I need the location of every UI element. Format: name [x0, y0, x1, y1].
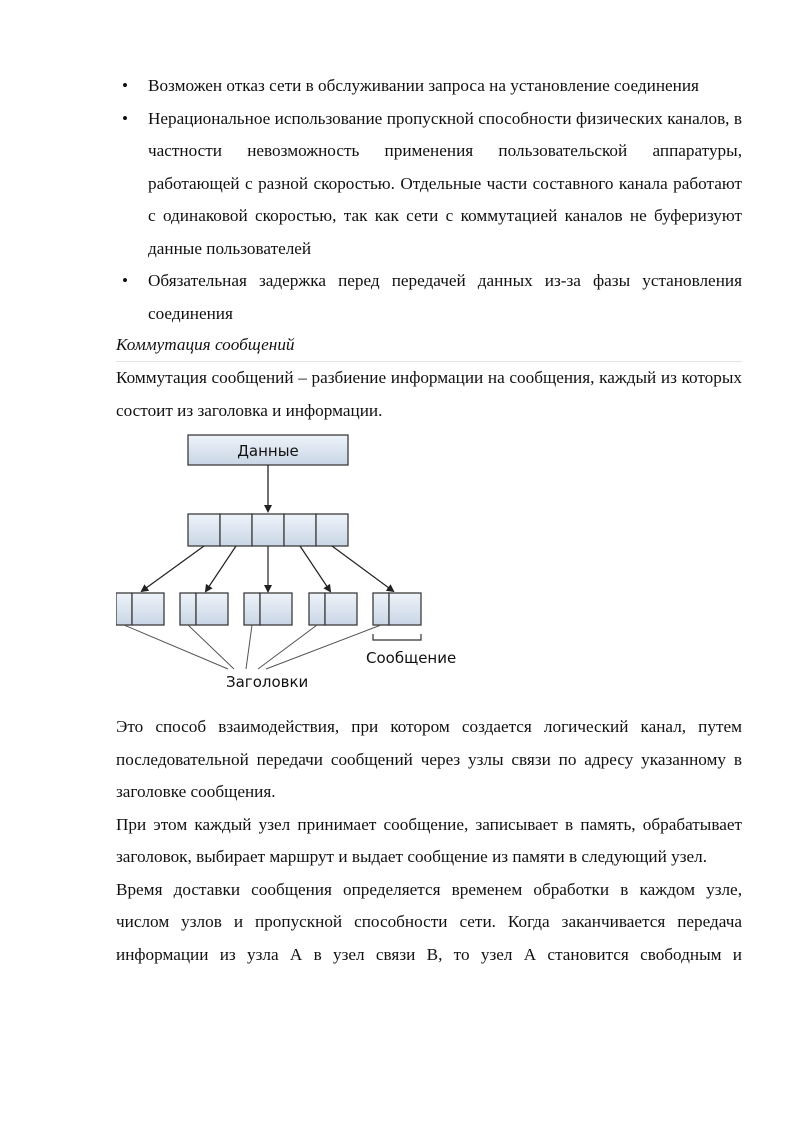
message-packet: [180, 593, 228, 625]
paragraph: При этом каждый узел принимает сообщение, записывает в память, обрабатывает заголовок, выбирает маршрут и выдает сообщение из памяти в следующий узел.: [116, 814, 742, 866]
document-page: [116, 70, 742, 971]
message-header: [116, 593, 132, 625]
message-switching-diagram: [116, 431, 742, 711]
message-body: [260, 593, 292, 625]
message-arrow: [206, 546, 236, 591]
header-pointer: [124, 625, 228, 669]
message-label: Сообщение: [366, 649, 457, 667]
message-body: [132, 593, 164, 625]
message-header: [373, 593, 389, 625]
message-packet: [373, 593, 421, 625]
header-pointer-lines: [124, 625, 381, 669]
message-packets: [116, 593, 421, 625]
bullet-text: Обязательная задержка перед передачей данных из-за фазы установления соединения: [148, 271, 742, 323]
message-packet: [244, 593, 292, 625]
bullet-icon: •: [122, 76, 129, 95]
message-arrows: [142, 546, 393, 591]
header-pointer: [246, 625, 252, 669]
bullet-item: [116, 103, 742, 266]
segment-cell: [284, 514, 316, 546]
bullet-item: [116, 265, 742, 330]
headers-label: Заголовки: [226, 673, 309, 691]
data-box-label: Данные: [237, 442, 299, 460]
message-header: [244, 593, 260, 625]
message-body: [196, 593, 228, 625]
section-heading: Коммутация сообщений: [116, 330, 742, 362]
bullet-list: [116, 70, 742, 330]
header-pointer: [258, 625, 317, 669]
message-packet: [116, 593, 164, 625]
message-arrow: [332, 546, 393, 591]
segment-cell: [220, 514, 252, 546]
header-pointer: [188, 625, 234, 669]
message-arrow: [142, 546, 204, 591]
bullet-item: [116, 70, 742, 103]
bullet-icon: •: [122, 108, 129, 128]
segment-row: [188, 514, 348, 546]
paragraph: Время доставки сообщения определяется временем обработки в каждом узле, числом узлов и пропускной способности сети. Когда заканчивается передача информации из узла А в узел связи В, то узел А становится свободным и: [116, 879, 742, 964]
header-pointer: [266, 625, 381, 669]
message-bracket: [373, 634, 421, 640]
paragraph: Это способ взаимодействия, при котором создается логический канал, путем последовательной передачи сообщений через узлы связи по адресу указанному в заголовке сообщения.: [116, 717, 742, 801]
message-header: [180, 593, 196, 625]
segment-cell: [188, 514, 220, 546]
message-arrow: [300, 546, 330, 591]
message-packet: [309, 593, 357, 625]
message-body: [389, 593, 421, 625]
segment-cell: [252, 514, 284, 546]
message-body: [325, 593, 357, 625]
intro-paragraph: Коммутация сообщений – разбиение информации на сообщения, каждый из которых состоит из заголовка и информации.: [116, 368, 742, 420]
segment-cell: [316, 514, 348, 546]
bullet-text: Нерациональное использование пропускной способности физических каналов, в частности невозможность применения пользовательской аппаратуры, работающей с разной скоростью. Отдельные части составного канала работают с одинаковой скоростью, так как сети с коммутацией каналов не буферизуют данные пользователей: [148, 108, 742, 258]
bullet-icon: •: [122, 271, 129, 290]
bullet-text: Возможен отказ сети в обслуживании запроса на установление соединения: [148, 76, 699, 95]
diagram-svg: [116, 431, 742, 711]
message-header: [309, 593, 325, 625]
